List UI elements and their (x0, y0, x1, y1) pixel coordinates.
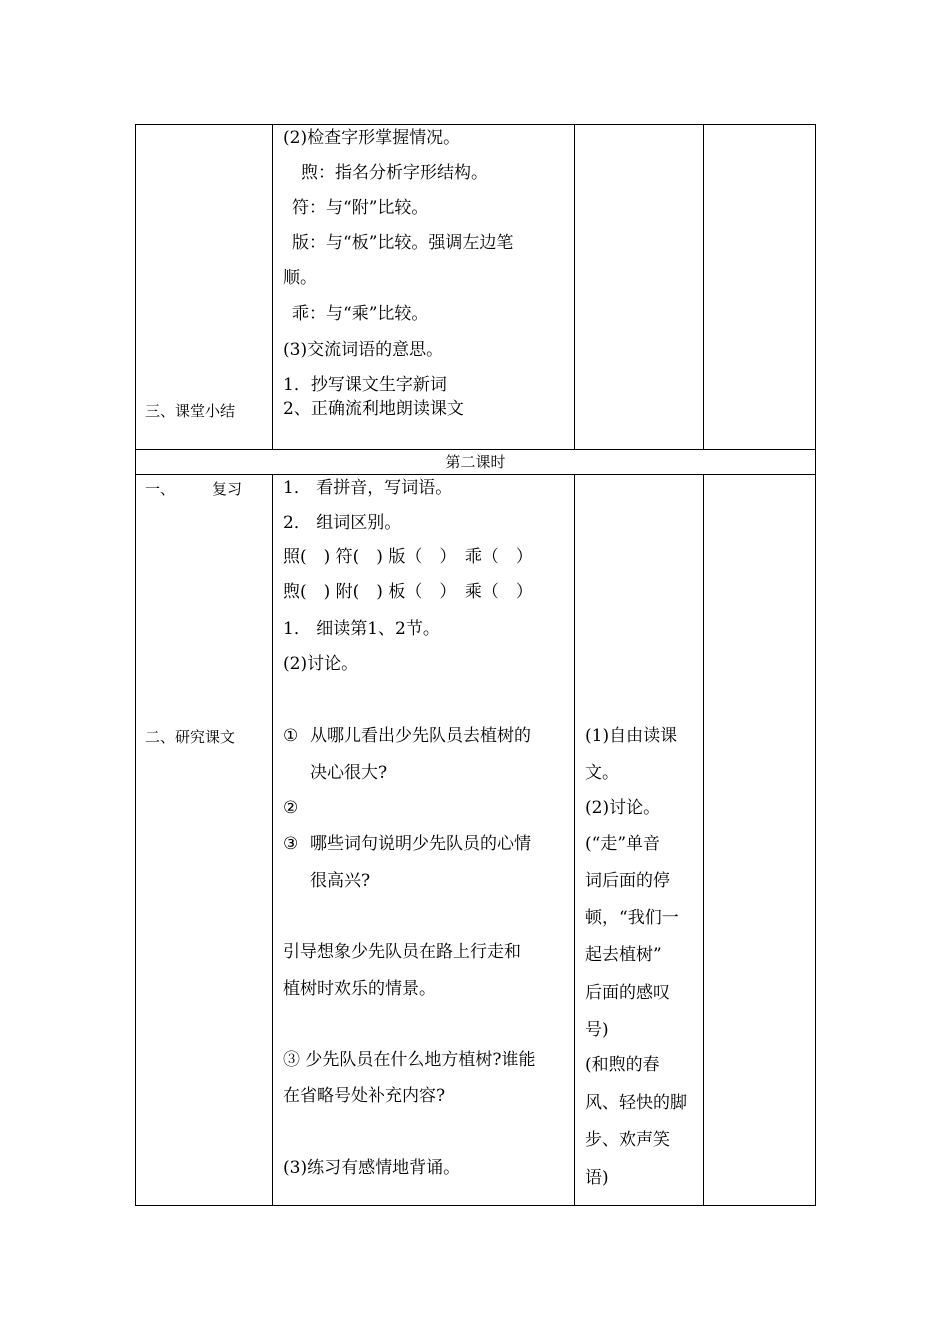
step-text: 1．抄写课文生字新词 (283, 375, 447, 395)
column-divider (703, 474, 704, 1206)
section-label: 三、课堂小结 (145, 402, 236, 420)
student-activity-text: 文。 (585, 763, 619, 783)
column-divider (574, 124, 575, 450)
step-text: 决心很大? (310, 763, 388, 783)
column-divider (703, 124, 704, 450)
student-activity-text: 顿，“我们一 (585, 908, 679, 928)
student-activity-text: 号) (585, 1020, 609, 1040)
student-activity-text: (和煦的春 (585, 1055, 660, 1075)
section-label: 二、研究课文 (145, 728, 236, 746)
step-text: 乖：与“乘”比较。 (292, 304, 429, 324)
column-divider (272, 474, 273, 1206)
step-text: 1． 看拼音，写词语。 (283, 478, 453, 498)
list-marker: ① (283, 726, 299, 746)
student-activity-text: 起去植树” (585, 945, 662, 965)
step-text: (2)检查字形掌握情况。 (283, 128, 461, 148)
student-activity-text: (“走”单音 (585, 834, 661, 854)
column-divider (272, 124, 273, 450)
step-text: 植树时欢乐的情景。 (283, 979, 436, 999)
step-text: 在省略号处补充内容? (283, 1086, 446, 1106)
word-comparison-row: 照( ) 符( ) 版（ ） 乖（ ） (283, 547, 533, 567)
step-text: 2、正确流利地朗读课文 (283, 399, 464, 419)
column-divider (574, 474, 575, 1206)
step-text: (3)交流词语的意思。 (283, 340, 444, 360)
table-border-right (815, 124, 816, 1206)
step-text: 很高兴? (310, 871, 371, 891)
step-text: (2)讨论。 (283, 654, 359, 674)
step-text: 煦：指名分析字形结构。 (301, 163, 488, 183)
list-marker: ③ (283, 834, 299, 854)
step-text: 2． 组词区别。 (283, 513, 402, 533)
student-activity-text: 后面的感叹 (585, 983, 670, 1003)
step-text: 1． 细读第1、2节。 (283, 619, 440, 639)
step-text: 版：与“板”比较。强调左边笔 (292, 233, 514, 253)
table-border-top (135, 124, 816, 125)
student-activity-text: (2)讨论。 (585, 798, 661, 818)
lesson-period-header: 第二课时 (445, 453, 506, 471)
step-text: ③ 少先队员在什么地方植树?谁能 (283, 1050, 536, 1070)
step-text: 哪些词句说明少先队员的心情 (310, 834, 531, 854)
step-text: 从哪儿看出少先队员去植树的 (310, 726, 531, 746)
section-label-number: 一、 (145, 480, 176, 498)
step-text: 顺。 (283, 268, 317, 288)
step-text: (3)练习有感情地背诵。 (283, 1158, 461, 1178)
student-activity-text: (1)自由读课 (585, 726, 678, 746)
student-activity-text: 步、欢声笑 (585, 1130, 670, 1150)
table-border-bottom (135, 1205, 816, 1206)
section-label-review: 复习 (212, 480, 243, 498)
list-marker: ② (283, 798, 299, 818)
student-activity-text: 词后面的停 (585, 871, 670, 891)
table-border-left (135, 124, 136, 1206)
word-comparison-row: 煦( ) 附( ) 板（ ） 乘（ ） (283, 582, 533, 602)
student-activity-text: 风、轻快的脚 (585, 1093, 687, 1113)
step-text: 引导想象少先队员在路上行走和 (283, 942, 521, 962)
row-divider (135, 449, 816, 450)
student-activity-text: 语) (585, 1168, 609, 1188)
row-divider (135, 474, 816, 475)
step-text: 符：与“附”比较。 (292, 198, 429, 218)
